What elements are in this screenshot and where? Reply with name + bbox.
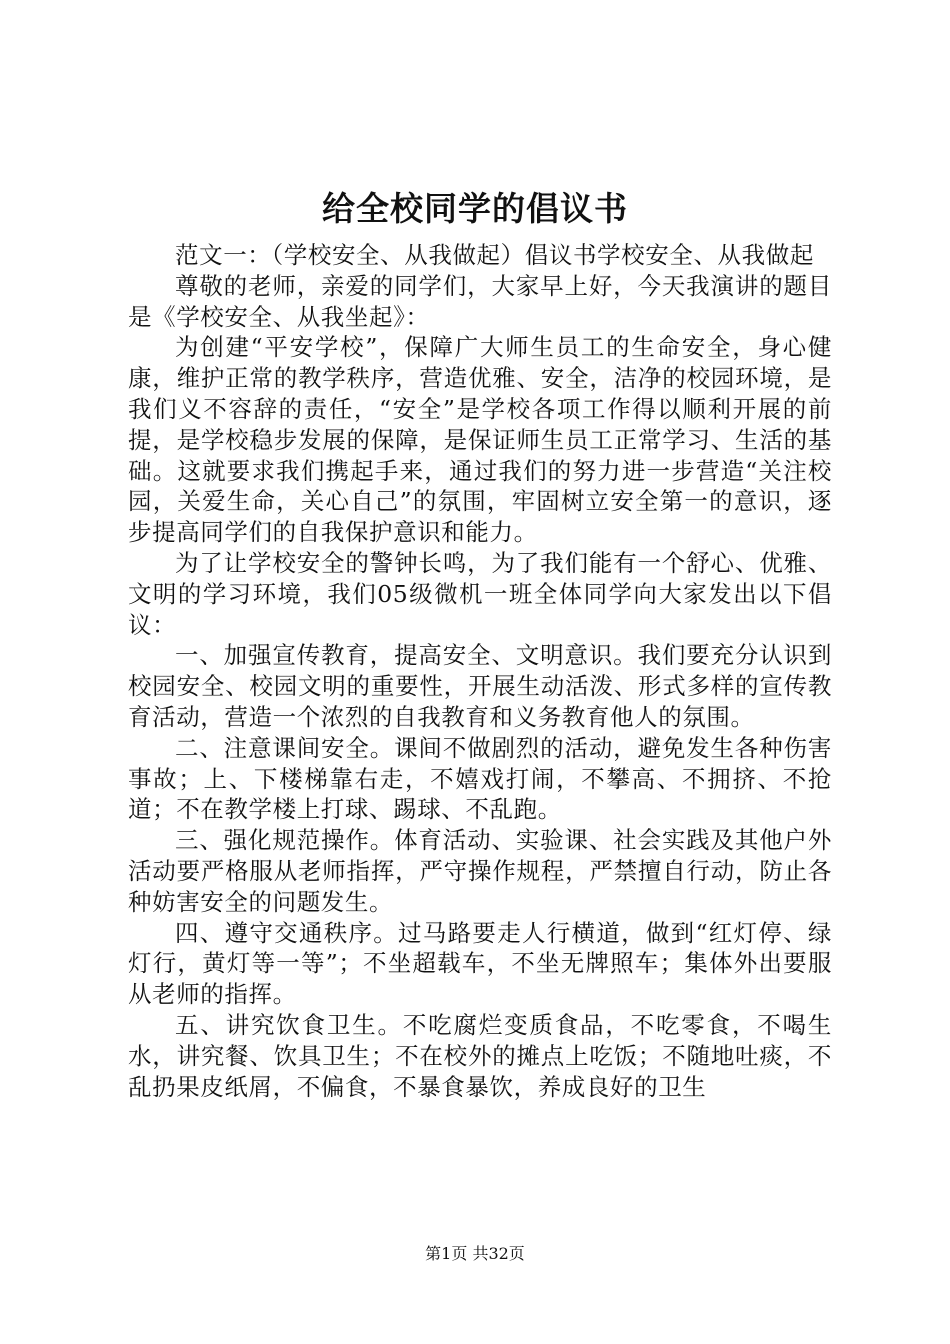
- paragraph: 五、讲究饮食卫生。不吃腐烂变质食品，不吃零食，不喝生水，讲究餐、饮具卫生；不在校外的摊点上吃饭；不随地吐痰，不乱扔果皮纸屑，不偏食，不暴食暴饮，养成良好的卫生: [128, 1010, 832, 1101]
- paragraph: 为创建“平安学校”，保障广大师生员工的生命安全，身心健康，维护正常的教学秩序，营造优雅、安全，洁净的校园环境，是我们义不容辞的责任，“安全”是学校各项工作得以顺利开展的前提，是学校稳步发展的保障，是保证师生员工正常学习、生活的基础。这就要求我们携起手来，通过我们的努力进一步营造“关注校园，关爱生命，关心自己”的氛围，牢固树立安全第一的意识，逐步提高同学们的自我保护意识和能力。: [128, 333, 832, 547]
- paragraph: 范文一：（学校安全、从我做起）倡议书学校安全、从我做起: [175, 241, 814, 269]
- paragraph: 尊敬的老师，亲爱的同学们，大家早上好，今天我演讲的题目是《学校安全、从我坐起》：: [128, 271, 832, 331]
- document-title: 给全校同学的倡议书: [322, 189, 628, 228]
- paragraph: 四、遵守交通秩序。过马路要走人行横道，做到“红灯停、绿灯行，黄灯等一等”；不坐超载车，不坐无牌照车；集体外出要服从老师的指挥。: [128, 918, 832, 1009]
- paragraph: 一、加强宣传教育，提高安全、文明意识。我们要充分认识到校园安全、校园文明的重要性，开展生动活泼、形式多样的宣传教育活动，营造一个浓烈的自我教育和义务教育他人的氛围。: [128, 641, 832, 731]
- document-body: [128, 240, 832, 1102]
- paragraph: 三、强化规范操作。体育活动、实验课、社会实践及其他户外活动要严格服从老师指挥，严守操作规程，严禁擅自行动，防止各种妨害安全的问题发生。: [128, 826, 832, 916]
- paragraph: 为了让学校安全的警钟长鸣，为了我们能有一个舒心、优雅、文明的学习环境，我们05级微机一班全体同学向大家发出以下倡议：: [128, 548, 832, 639]
- page-number-footer: 第1页 共32页: [425, 1244, 525, 1263]
- paragraph: 二、注意课间安全。课间不做剧烈的活动，避免发生各种伤害事故；上、下楼梯靠右走，不嬉戏打闹，不攀高、不拥挤、不抢道；不在教学楼上打球、踢球、不乱跑。: [128, 733, 832, 824]
